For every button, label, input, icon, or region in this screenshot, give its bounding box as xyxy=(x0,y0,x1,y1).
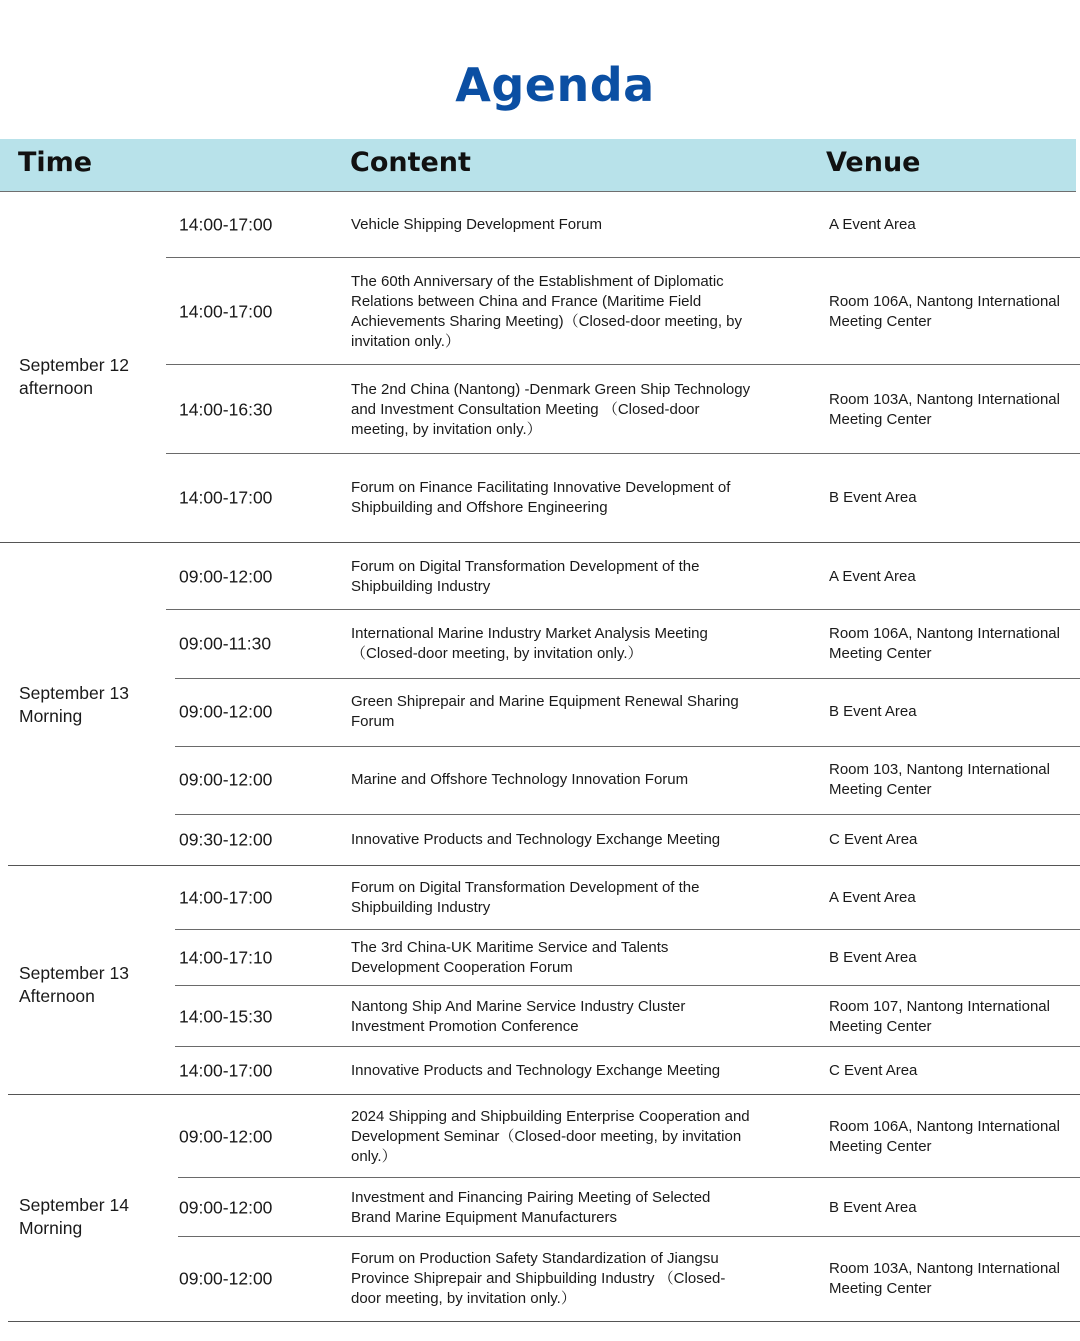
row-venue: B Event Area xyxy=(829,949,917,966)
table-row xyxy=(0,1178,1080,1237)
row-venue: B Event Area xyxy=(829,703,917,720)
table-row xyxy=(0,543,1080,610)
row-divider xyxy=(175,985,1080,986)
row-divider xyxy=(175,1046,1080,1047)
row-divider xyxy=(166,609,1080,610)
row-divider xyxy=(175,814,1080,815)
row-time: 09:00-12:00 xyxy=(179,566,273,586)
header-time: Time xyxy=(18,147,93,178)
row-divider xyxy=(166,453,1080,454)
row-content: Forum on Production Safety Standardization of Jiangsu Province Shiprepair and Shipbuilding Industry （Closed-door meeting, by invitation only.） xyxy=(351,1250,726,1307)
row-time: 09:00-12:00 xyxy=(179,701,273,722)
row-time: 09:00-12:00 xyxy=(179,769,273,790)
row-venue: Room 106A, Nantong International Meeting Center xyxy=(829,292,1060,330)
group-divider xyxy=(8,865,1080,866)
row-time: 09:00-11:30 xyxy=(179,633,272,654)
row-time: 14:00-17:00 xyxy=(179,301,273,321)
table-header xyxy=(0,139,1076,192)
row-content: Forum on Digital Transformation Development of the Shipbuilding Industry xyxy=(351,557,700,595)
table-row xyxy=(0,678,1080,746)
row-time: 14:00-17:10 xyxy=(179,947,273,968)
table-row xyxy=(0,930,1080,986)
table-row xyxy=(0,1095,1080,1178)
row-time: 14:00-17:00 xyxy=(179,214,273,235)
row-divider xyxy=(166,257,1080,258)
table-row xyxy=(0,866,1080,930)
header-venue: Venue xyxy=(826,147,921,178)
row-content: Green Shiprepair and Marine Equipment Renewal Sharing Forum xyxy=(351,693,739,730)
row-content: International Marine Industry Market Analysis Meeting （Closed-door meeting, by invitation only.） xyxy=(351,625,708,662)
row-venue: Room 106A, Nantong International Meeting Center xyxy=(829,1117,1060,1155)
row-venue: C Event Area xyxy=(829,831,918,848)
page-title: Agenda xyxy=(455,58,655,112)
row-venue: A Event Area xyxy=(829,567,916,585)
row-content: 2024 Shipping and Shipbuilding Enterprise Cooperation and Development Seminar（Closed-door meeting, by invitation only.） xyxy=(351,1107,750,1165)
row-venue: C Event Area xyxy=(829,1061,918,1079)
row-content: Nantong Ship And Marine Service Industry Cluster Investment Promotion Conference xyxy=(351,997,686,1035)
row-time: 14:00-16:30 xyxy=(179,399,273,419)
row-time: 09:00-12:00 xyxy=(179,1126,273,1146)
group-label-sep13-afternoon: September 13 Afternoon xyxy=(19,963,129,1006)
table-row xyxy=(0,746,1080,814)
table-row xyxy=(0,1237,1080,1321)
table-row xyxy=(0,365,1080,454)
group-divider xyxy=(0,542,1080,543)
row-venue: A Event Area xyxy=(829,216,916,233)
row-content: The 2nd China (Nantong) -Denmark Green Ship Technology and Investment Consultation Meeting （Closed-door meeting, by invitation only.） xyxy=(351,380,751,438)
table-row xyxy=(0,610,1080,678)
row-venue: A Event Area xyxy=(829,889,916,906)
row-venue: Room 107, Nantong International Meeting Center xyxy=(829,997,1050,1035)
row-divider xyxy=(178,1236,1080,1237)
row-time: 14:00-17:00 xyxy=(179,1060,273,1080)
row-content: Innovative Products and Technology Exchange Meeting xyxy=(351,1061,721,1079)
row-time: 14:00-17:00 xyxy=(179,887,273,908)
row-content: Forum on Digital Transformation Development of the Shipbuilding Industry xyxy=(351,879,700,916)
row-time: 09:30-12:00 xyxy=(179,829,273,850)
row-divider xyxy=(166,364,1080,365)
group-label-sep12-afternoon: September 12 afternoon xyxy=(19,355,129,398)
row-content: Investment and Financing Pairing Meeting of Selected Brand Marine Equipment Manufacturers xyxy=(351,1188,711,1226)
row-content: Marine and Offshore Technology Innovation Forum xyxy=(351,771,689,788)
table-row xyxy=(0,986,1080,1047)
row-time: 14:00-17:00 xyxy=(179,487,273,508)
row-content: Innovative Products and Technology Exchange Meeting xyxy=(351,831,721,848)
row-content: Vehicle Shipping Development Forum xyxy=(351,216,602,233)
row-time: 09:00-12:00 xyxy=(179,1268,273,1289)
row-content: The 60th Anniversary of the Establishment of Diplomatic Relations between China and France (Maritime Field Achievements Sharing Meeting)（Closed-door meeting, by invitation only.） xyxy=(351,272,743,350)
row-time: 14:00-15:30 xyxy=(179,1006,273,1026)
row-content: The 3rd China-UK Maritime Service and Talents Development Cooperation Forum xyxy=(351,939,669,976)
table-row xyxy=(0,1047,1080,1094)
group-label-sep14-morning: September 14 Morning xyxy=(19,1195,129,1238)
header-content: Content xyxy=(350,147,471,178)
table-row xyxy=(0,454,1080,542)
group-label-sep13-morning: September 13 Morning xyxy=(19,683,129,726)
row-venue: B Event Area xyxy=(829,489,917,506)
row-content: Forum on Finance Facilitating Innovative Development of Shipbuilding and Offshore Engineering xyxy=(351,479,731,516)
table-row xyxy=(0,192,1080,258)
row-venue: Room 103A, Nantong International Meeting Center xyxy=(829,1260,1060,1297)
row-time: 09:00-12:00 xyxy=(179,1197,273,1217)
row-divider xyxy=(175,746,1080,747)
row-divider xyxy=(175,678,1080,679)
row-divider xyxy=(178,1177,1080,1178)
row-venue: Room 106A, Nantong International Meeting Center xyxy=(829,625,1060,662)
group-divider xyxy=(8,1321,1080,1322)
table-row xyxy=(0,814,1080,866)
row-venue: B Event Area xyxy=(829,1198,917,1216)
row-venue: Room 103, Nantong International Meeting Center xyxy=(829,761,1050,798)
row-divider xyxy=(175,929,1080,930)
row-venue: Room 103A, Nantong International Meeting Center xyxy=(829,390,1060,428)
table-row xyxy=(0,258,1080,365)
group-divider xyxy=(8,1094,1080,1095)
